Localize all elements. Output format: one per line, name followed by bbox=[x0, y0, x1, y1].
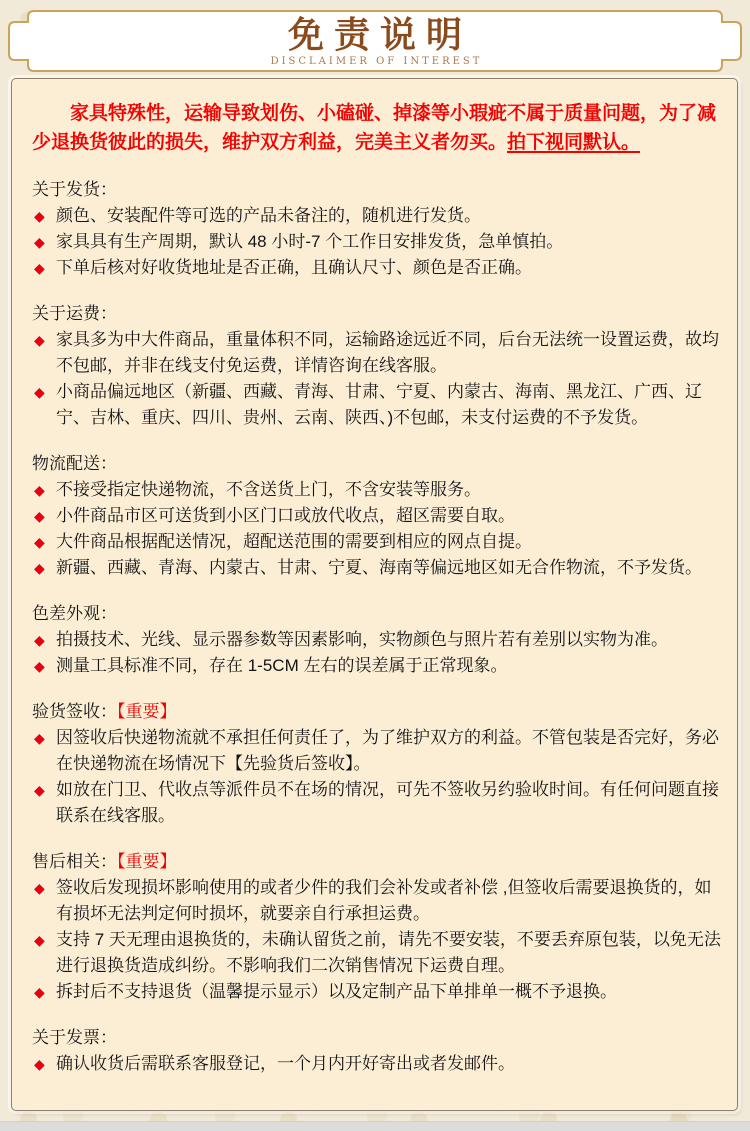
list-item bbox=[32, 979, 723, 1005]
section-items bbox=[32, 477, 723, 581]
disclaimer-section bbox=[22, 1025, 727, 1077]
section-heading-text: 验货签收： bbox=[32, 702, 117, 721]
diamond-bullet-icon: ◆ bbox=[34, 782, 45, 798]
diamond-bullet-icon: ◆ bbox=[34, 658, 45, 674]
intro-underlined-text: 拍下视同默认。 bbox=[507, 132, 641, 153]
disclaimer-section bbox=[22, 177, 727, 281]
list-item bbox=[32, 229, 723, 255]
diamond-bullet-icon: ◆ bbox=[34, 482, 45, 498]
list-item-text: 颜色、安装配件等可选的产品未备注的，随机进行发货。 bbox=[56, 206, 481, 225]
diamond-bullet-icon: ◆ bbox=[34, 234, 45, 250]
section-important-tag: 【重要】 bbox=[117, 702, 177, 721]
list-item-text: 家具具有生产周期，默认 48 小时-7 个工作日安排发货，急单慎拍。 bbox=[56, 232, 564, 251]
list-item bbox=[32, 477, 723, 503]
page-subtitle: DISCLAIMER OF INTEREST bbox=[270, 56, 483, 67]
list-item bbox=[32, 327, 723, 379]
section-heading-text: 关于发票： bbox=[32, 1028, 117, 1047]
section-items bbox=[32, 203, 723, 281]
list-item bbox=[32, 529, 723, 555]
diamond-bullet-icon: ◆ bbox=[34, 208, 45, 224]
section-heading bbox=[32, 849, 723, 875]
diamond-bullet-icon: ◆ bbox=[34, 730, 45, 746]
diamond-bullet-icon: ◆ bbox=[34, 384, 45, 400]
section-heading-text: 关于运费： bbox=[32, 304, 117, 323]
list-item bbox=[32, 777, 723, 829]
diamond-bullet-icon: ◆ bbox=[34, 508, 45, 524]
section-items bbox=[32, 1051, 723, 1077]
section-items bbox=[32, 627, 723, 679]
list-item-text: 小商品偏远地区（新疆、西藏、青海、甘肃、宁夏、内蒙古、海南、黑龙江、广西、辽宁、吉林、重庆、四川、贵州、云南、陕西、)不包邮，未支付运费的不予发货。 bbox=[56, 382, 702, 427]
list-item-text: 支持 7 天无理由退换货的，未确认留货之前，请先不要安装，不要丢弃原包装，以免无法进行退换货造成纠纷。不影响我们二次销售情况下运费自理。 bbox=[56, 930, 721, 975]
header-plaque bbox=[8, 10, 742, 72]
list-item bbox=[32, 653, 723, 679]
list-item bbox=[32, 725, 723, 777]
list-item-text: 新疆、西藏、青海、内蒙古、甘肃、宁夏、海南等偏远地区如无合作物流，不予发货。 bbox=[56, 558, 702, 577]
disclaimer-section bbox=[22, 601, 727, 679]
list-item-text: 家具多为中大件商品，重量体积不同，运输路途远近不同，后台无法统一设置运费，故均不包邮，并非在线支付免运费，详情咨询在线客服。 bbox=[56, 330, 719, 375]
list-item-text: 确认收货后需联系客服登记，一个月内开好寄出或者发邮件。 bbox=[56, 1054, 515, 1073]
header-text-block bbox=[8, 10, 742, 72]
disclaimer-section bbox=[22, 301, 727, 431]
list-item-text: 签收后发现损坏影响使用的或者少件的我们会补发或者补偿 ,但签收后需要退换货的，如有损坏无法判定何时损坏，就要亲自行承担运费。 bbox=[56, 878, 712, 923]
section-heading bbox=[32, 699, 723, 725]
intro-warning bbox=[22, 99, 727, 157]
diamond-bullet-icon: ◆ bbox=[34, 534, 45, 550]
list-item-text: 如放在门卫、代收点等派件员不在场的情况，可先不签收另约验收时间。有任何问题直接联系在线客服。 bbox=[56, 780, 719, 825]
intro-warning-text: 家具特殊性，运输导致划伤、小磕碰、掉漆等小瑕疵不属于质量问题，为了减少退换货彼此的损失，维护双方利益，完美主义者勿买。 bbox=[32, 103, 717, 153]
list-item bbox=[32, 203, 723, 229]
disclaimer-panel bbox=[11, 78, 738, 1111]
section-heading bbox=[32, 451, 723, 477]
section-items bbox=[32, 327, 723, 431]
diamond-bullet-icon: ◆ bbox=[34, 332, 45, 348]
diamond-bullet-icon: ◆ bbox=[34, 880, 45, 896]
disclaimer-section bbox=[22, 849, 727, 1005]
list-item-text: 拍摄技术、光线、显示器参数等因素影响，实物颜色与照片若有差别以实物为准。 bbox=[56, 630, 668, 649]
list-item bbox=[32, 927, 723, 979]
section-heading-text: 物流配送： bbox=[32, 454, 117, 473]
section-heading bbox=[32, 301, 723, 327]
diamond-bullet-icon: ◆ bbox=[34, 1056, 45, 1072]
list-item-text: 大件商品根据配送情况，超配送范围的需要到相应的网点自提。 bbox=[56, 532, 532, 551]
section-important-tag: 【重要】 bbox=[117, 852, 177, 871]
list-item bbox=[32, 875, 723, 927]
diamond-bullet-icon: ◆ bbox=[34, 984, 45, 1000]
list-item bbox=[32, 255, 723, 281]
list-item bbox=[32, 1051, 723, 1077]
section-heading-text: 关于发货： bbox=[32, 180, 117, 199]
list-item bbox=[32, 379, 723, 431]
list-item bbox=[32, 503, 723, 529]
disclaimer-section bbox=[22, 451, 727, 581]
list-item-text: 下单后核对好收货地址是否正确，且确认尺寸、颜色是否正确。 bbox=[56, 258, 532, 277]
diamond-bullet-icon: ◆ bbox=[34, 632, 45, 648]
diamond-bullet-icon: ◆ bbox=[34, 932, 45, 948]
section-heading bbox=[32, 1025, 723, 1051]
section-items bbox=[32, 725, 723, 829]
list-item-text: 不接受指定快递物流，不含送货上门，不含安装等服务。 bbox=[56, 480, 481, 499]
bottom-strip bbox=[0, 1121, 750, 1131]
diamond-bullet-icon: ◆ bbox=[34, 560, 45, 576]
section-heading-text: 色差外观： bbox=[32, 604, 117, 623]
list-item-text: 测量工具标准不同，存在 1-5CM 左右的误差属于正常现象。 bbox=[56, 656, 508, 675]
list-item-text: 小件商品市区可送货到小区门口或放代收点，超区需要自取。 bbox=[56, 506, 515, 525]
diamond-bullet-icon: ◆ bbox=[34, 260, 45, 276]
list-item-text: 因签收后快递物流就不承担任何责任了，为了维护双方的利益。不管包装是否完好，务必在快递物流在场情况下【先验货后签收】。 bbox=[56, 728, 719, 773]
list-item-text: 拆封后不支持退货（温馨提示显示）以及定制产品下单排单一概不予退换。 bbox=[56, 982, 617, 1001]
section-heading bbox=[32, 601, 723, 627]
page-title: 免责说明 bbox=[287, 14, 472, 56]
section-items bbox=[32, 875, 723, 1005]
section-heading bbox=[32, 177, 723, 203]
section-heading-text: 售后相关： bbox=[32, 852, 117, 871]
disclaimer-section bbox=[22, 699, 727, 829]
list-item bbox=[32, 555, 723, 581]
sections-list bbox=[22, 177, 727, 1077]
list-item bbox=[32, 627, 723, 653]
